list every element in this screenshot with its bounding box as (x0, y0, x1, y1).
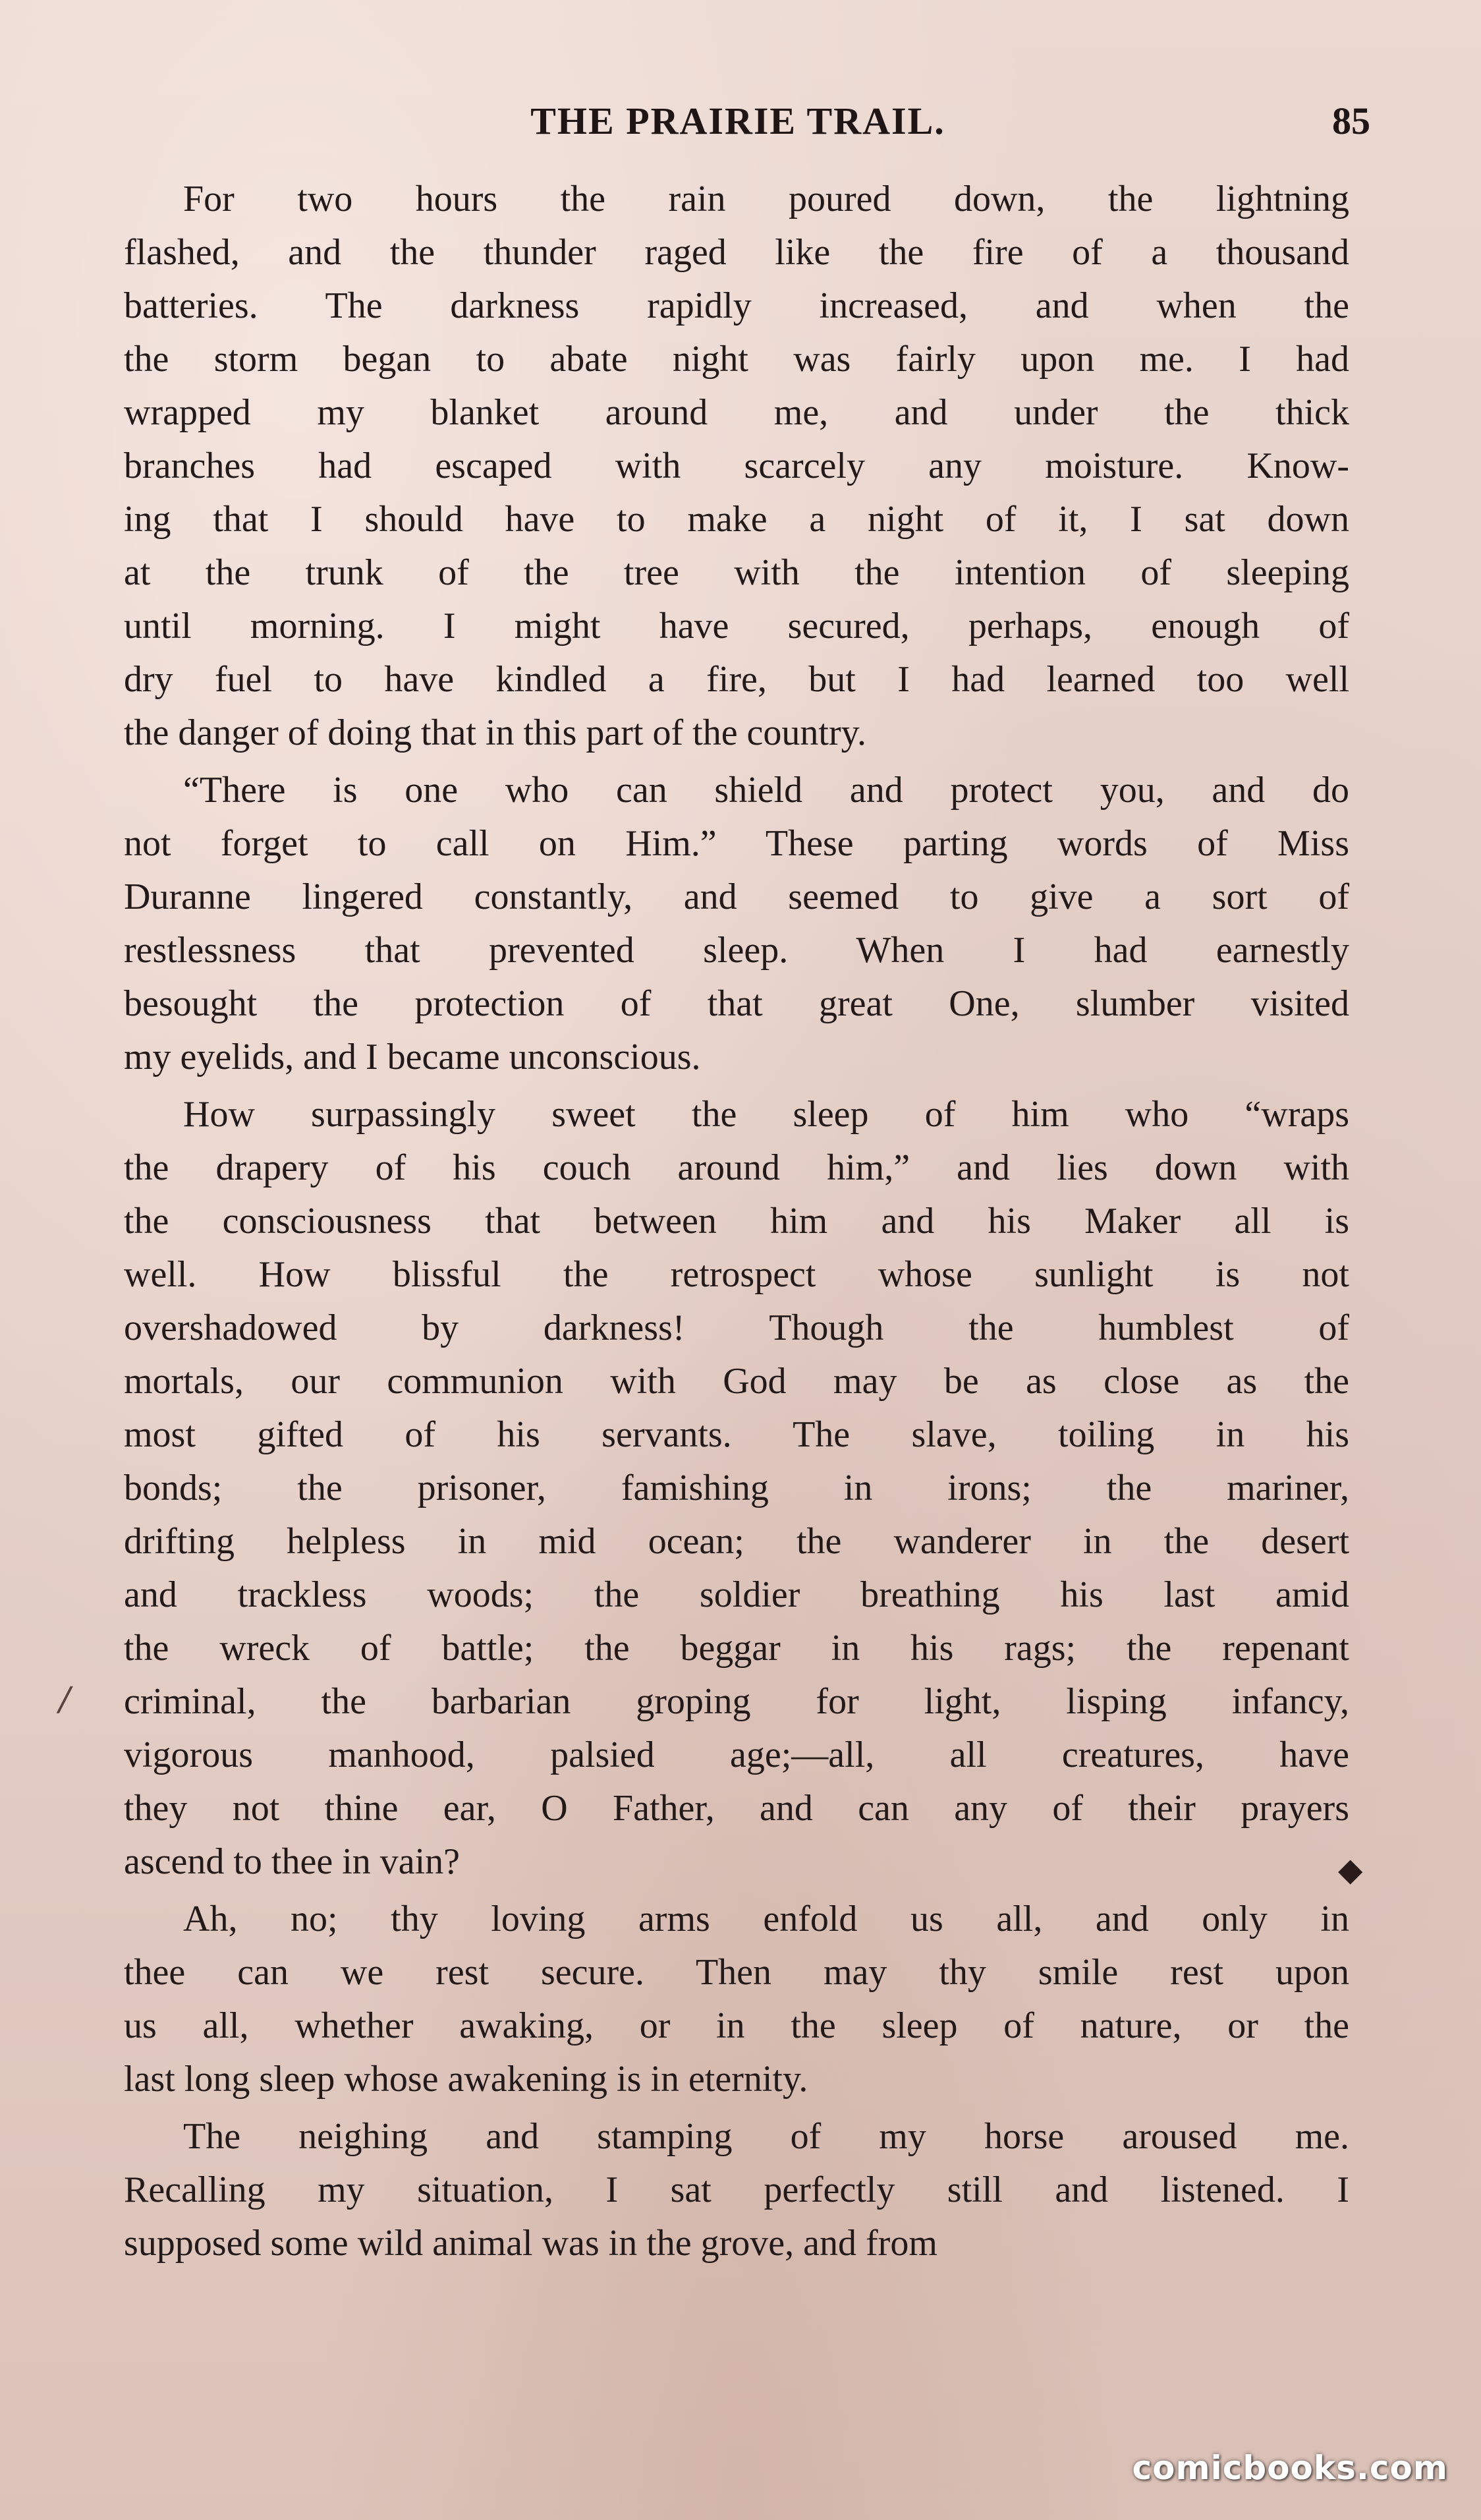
text-line: mortals, our communion with God may be as close as the (124, 1361, 1349, 1402)
text-line: the danger of doing that in this part of the country. (124, 712, 866, 753)
text-line: most gifted of his servants. The slave, toiling in his (124, 1414, 1349, 1455)
text-line: the consciousness that between him and his Maker all is (124, 1201, 1349, 1242)
text-line: wrapped my blanket around me, and under the thick (124, 392, 1349, 433)
text-line: restlessness that prevented sleep. When I had earnestly (124, 930, 1349, 971)
text-line: the storm began to abate night was fairly upon me. I had (124, 339, 1349, 380)
text-line: branches had escaped with scarcely any moisture. Know- (124, 445, 1349, 486)
text-line: The neighing and stamping of my horse aroused me. (183, 2116, 1349, 2157)
text-line: overshadowed by darkness! Though the humblest of (124, 1307, 1349, 1348)
text-line: How surpassingly sweet the sleep of him who “wraps (183, 1094, 1349, 1135)
text-line: “There is one who can shield and protect you, and do (183, 770, 1349, 811)
text-line: vigorous manhood, palsied age;—all, all creatures, have (124, 1734, 1349, 1775)
body-text (124, 173, 1349, 2274)
text-line: us all, whether awaking, or in the sleep of nature, or the (124, 2005, 1349, 2046)
paragraph (124, 764, 1349, 1084)
paragraph (124, 1088, 1349, 1889)
text-line: until morning. I might have secured, perhaps, enough of (124, 606, 1349, 646)
text-line: Recalling my situation, I sat perfectly still and listened. I (124, 2169, 1349, 2210)
page-header (119, 99, 1370, 152)
text-line: drifting helpless in mid ocean; the wanderer in the desert (124, 1521, 1349, 1562)
print-speck: ╱ (58, 1688, 72, 1713)
print-speck: ◆ (1339, 1853, 1362, 1887)
text-line: at the trunk of the tree with the intention of sleeping (124, 552, 1349, 593)
text-line: bonds; the prisoner, famishing in irons; the mariner, (124, 1468, 1349, 1508)
text-line: not forget to call on Him.” These parting words of Miss (124, 823, 1349, 864)
text-line: criminal, the barbarian groping for light, lisping infancy, (124, 1681, 1349, 1722)
text-line: For two hours the rain poured down, the lightning (183, 179, 1349, 219)
text-line: last long sleep whose awakening is in eternity. (124, 2059, 808, 2100)
text-line: the wreck of battle; the beggar in his rags; the repenant (124, 1628, 1349, 1669)
paragraph (124, 2110, 1349, 2270)
text-line: besought the protection of that great One, slumber visited (124, 983, 1349, 1024)
text-line: supposed some wild animal was in the grove, and from (124, 2223, 937, 2264)
text-line: Duranne lingered constantly, and seemed to give a sort of (124, 876, 1349, 917)
text-line: ing that I should have to make a night of it, I sat down (124, 499, 1349, 540)
text-line: dry fuel to have kindled a fire, but I had learned too well (124, 659, 1349, 700)
text-line: the drapery of his couch around him,” and lies down with (124, 1147, 1349, 1188)
running-title: THE PRAIRIE TRAIL. (530, 100, 945, 142)
text-line: my eyelids, and I became unconscious. (124, 1037, 701, 1077)
paragraph (124, 173, 1349, 760)
page-number: 85 (1332, 100, 1370, 142)
paragraph (124, 1893, 1349, 2106)
text-line: flashed, and the thunder raged like the fire of a thousand (124, 232, 1349, 273)
text-line: Ah, no; thy loving arms enfold us all, and only in (183, 1899, 1349, 1939)
text-line: ascend to thee in vain? (124, 1841, 461, 1882)
text-line: they not thine ear, O Father, and can any of their prayers (124, 1788, 1349, 1829)
watermark-text: comicbooks.com (1132, 2449, 1448, 2487)
text-line: batteries. The darkness rapidly increased, and when the (124, 285, 1349, 326)
text-line: well. How blissful the retrospect whose sunlight is not (124, 1254, 1349, 1295)
text-line: and trackless woods; the soldier breathing his last amid (124, 1574, 1349, 1615)
text-line: thee can we rest secure. Then may thy smile rest upon (124, 1952, 1349, 1993)
